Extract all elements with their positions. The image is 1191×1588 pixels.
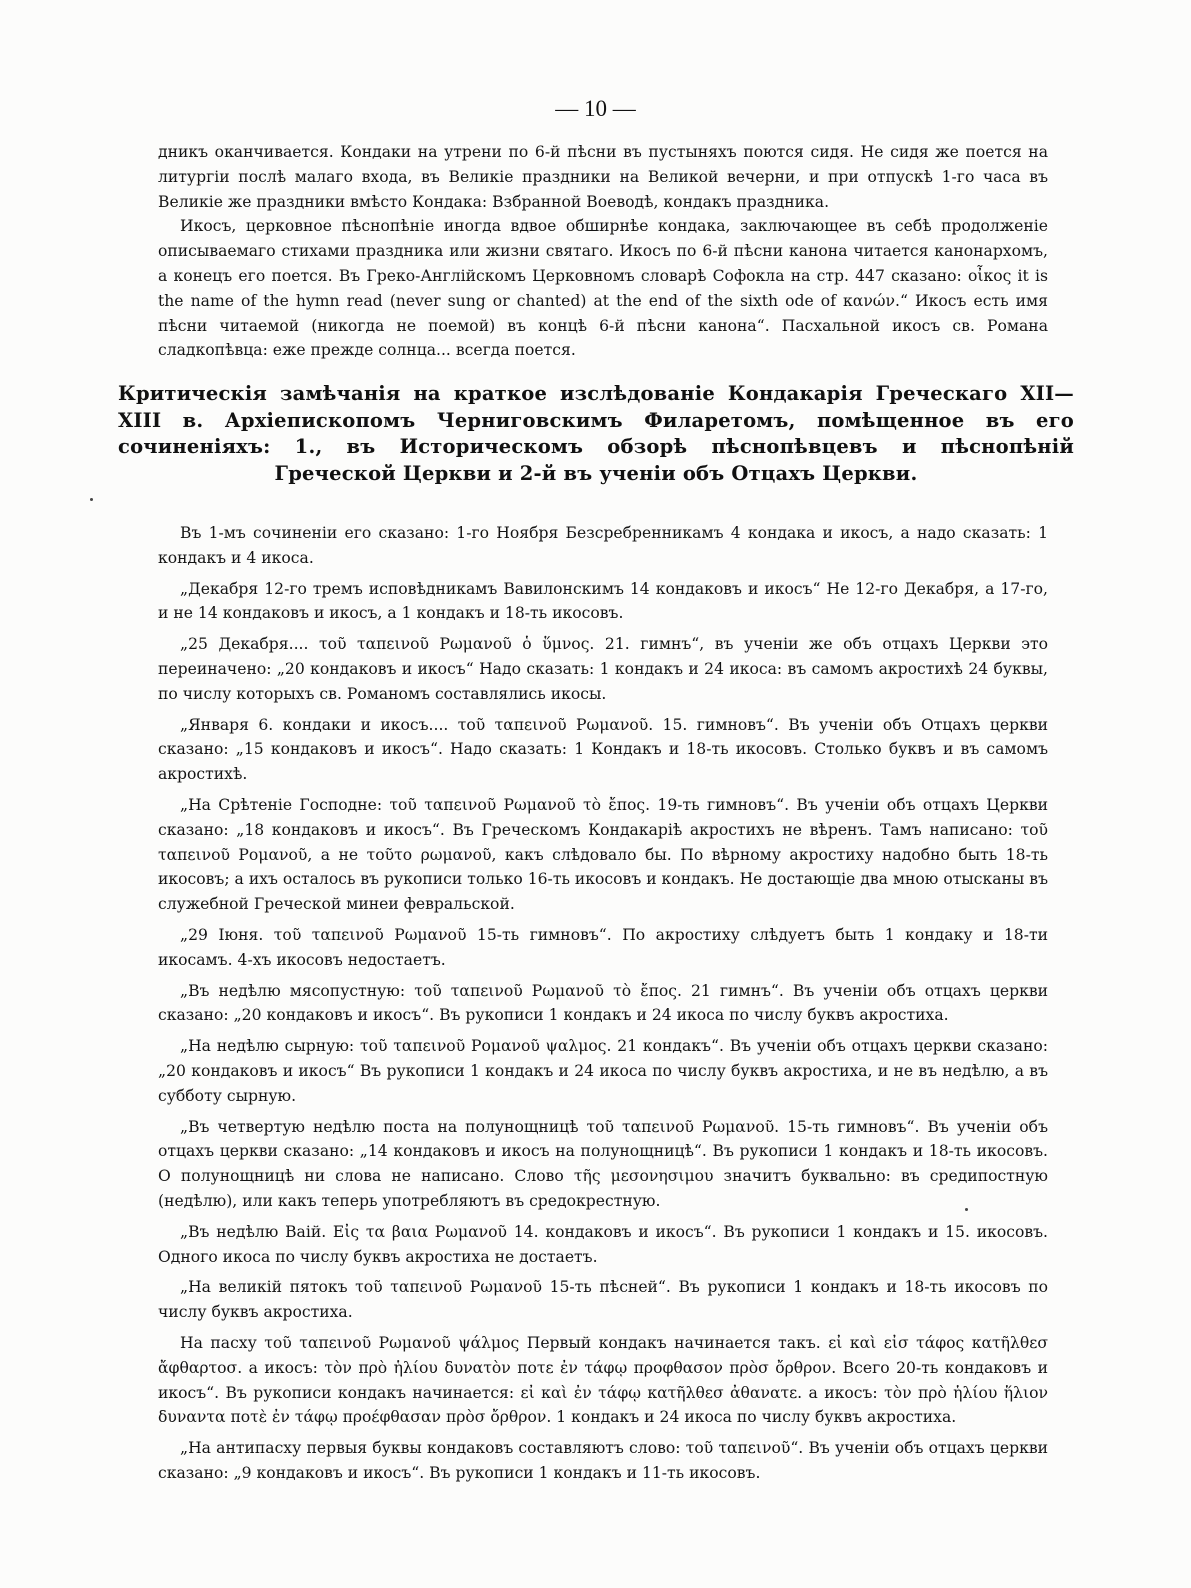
intro-paragraph: Икосъ, церковное пѣснопѣніе иногда вдвое обширнѣе кондака, заключающее въ себѣ продолженіе описываемаго стихами праздника или жизни святаго. Икосъ по 6-й пѣсни канона читается канонархомъ, а конецъ его поется. Въ Греко-Англійскомъ Церковномъ словарѣ Софокла на стр. 447 сказано: οἶκος it is the name of the hymn read (never sung or chanted) at the end of the sixth ode of κανών.“ Икосъ есть имя пѣсни читаемой (никогда не поемой) въ концѣ 6-й пѣсни канона“. Пасхальной икосъ св. Романа сладкопѣвца: еже прежде солнца... всегда поется. [158, 217, 1048, 360]
body-paragraph: „29 Іюня. τοῦ ταπεινοῦ Ρωμανοῦ 15-ть гимновъ“. По акростиху слѣдуетъ быть 1 кондаку и 18-ти икосамъ. 4-хъ икосовъ недостаетъ. [158, 925, 1048, 969]
intro-paragraph: дникъ оканчивается. Кондаки на утрени по 6-й пѣсни въ пустыняхъ поются сидя. Не сидя же поется на литургіи послѣ малаго входа, въ Великіе праздники на Великой вечерни, и при отпускѣ 1-го часа въ Великіе же праздники вмѣсто Кондака: Взбранной Воеводѣ, кондакъ праздника. [158, 143, 1048, 211]
body-paragraph: „Января 6. кондаки и икосъ.... τοῦ ταπεινοῦ Ρωμανοῦ. 15. гимновъ“. Въ ученіи объ Отцахъ церкви сказано: „15 кондаковъ и икосъ“. Надо сказать: 1 Кондакъ и 18-ть икосовъ. Столько буквъ и въ самомъ акростихѣ. [158, 715, 1048, 784]
body-paragraph: „Въ недѣлю Ваій. Εἰς τα βαια Ρωμανοῦ 14. кондаковъ и икосъ“. Въ рукописи 1 кондакъ и 15. икосовъ. Одного икоса по числу буквъ акростиха не достаетъ. [158, 1222, 1048, 1266]
scan-speck [965, 1208, 968, 1211]
body-paragraph: „На Срѣтеніе Господне: τοῦ ταπεινοῦ Ρωμανοῦ τὸ ἔπος. 19-ть гимновъ“. Въ ученіи объ отцахъ Церкви сказано: „18 кондаковъ и икосъ“. Въ Греческомъ Кондакаріѣ акростихъ не вѣренъ. Тамъ написано: τοῦ ταπεινοῦ Ρομανοῦ, а не τοῦτο ρωμανοῦ, какъ слѣдовало бы. По вѣрному акростиху надобно быть 18-ть икосовъ; а ихъ осталось въ рукописи только 16-ть икосовъ и кондакъ. Не достающіе два мною отысканы въ служебной Греческой минеи февральской. [158, 795, 1048, 914]
body-paragraph: „Декабря 12-го тремъ исповѣдникамъ Вавилонскимъ 14 кондаковъ и икосъ“ Не 12-го Декабря, а 17-го, и не 14 кондаковъ и икосъ, а 1 кондакъ и 18-ть икосовъ. [158, 579, 1048, 623]
body-paragraph: „Въ четвертую недѣлю поста на полунощницѣ τοῦ ταπεινοῦ Ρωμανοῦ. 15-ть гимновъ“. Въ ученіи объ отцахъ церкви сказано: „14 кондаковъ и икосъ на полунощницѣ“. Въ рукописи 1 кондакъ и 18-ть икосовъ. О полунощницѣ ни слова не написано. Слово τῆς μεσονησιμου значитъ буквально: въ средипостную (недѣлю), или какъ теперь употребляютъ въ средокрестную. [158, 1117, 1048, 1210]
body-paragraph: „25 Декабря.... τοῦ ταπεινοῦ Ρωμανοῦ ὁ ὕμνος. 21. гимнъ“, въ ученіи же объ отцахъ Церкви это переиначено: „20 кондаковъ и икосъ“ Надо сказать: 1 кондакъ и 24 икоса: въ самомъ акростихѣ 24 буквы, по числу которыхъ св. Романомъ составлялись икосы. [158, 635, 1048, 703]
scan-speck [90, 498, 93, 501]
body-paragraph: „Въ недѣлю мясопустную: τοῦ ταπεινοῦ Ρωμανοῦ τὸ ἔπος. 21 гимнъ“. Въ ученіи объ отцахъ церкви сказано: „20 кондаковъ и икосъ“. Въ рукописи 1 кондакъ и 24 икоса по числу буквъ акростиха. [158, 981, 1048, 1025]
body-paragraph: Въ 1-мъ сочиненіи его сказано: 1-го Ноября Безсребренникамъ 4 кондака и икосъ, а надо сказать: 1 кондакъ и 4 икоса. [158, 524, 1048, 567]
intro-text [158, 140, 1048, 363]
page-number: — 10 — [555, 96, 636, 121]
body-paragraph: „На антипасху первыя буквы кондаковъ составляютъ слово: τοῦ ταπεινοῦ“. Въ ученіи объ отцахъ церкви сказано: „9 кондаковъ и икосъ“. Въ рукописи 1 кондакъ и 11-ть икосовъ. [158, 1439, 1048, 1482]
body-paragraph: „На великій пятокъ τοῦ ταπεινοῦ Ρωμανοῦ 15-ть пѣсней“. Въ рукописи 1 кондакъ и 18-ть икосовъ по числу буквъ акростиха. [158, 1278, 1048, 1322]
body-text [158, 521, 1048, 1492]
body-paragraph: На пасху τοῦ ταπεινοῦ Ρωμανοῦ ψάλμος Первый кондакъ начинается такъ. εἰ καὶ εἰσ τάφος κατῆλθεσ ἄφθαρτοσ. а икосъ: τὸν πρὸ ἡλίου δυνατὸν ποτε ἐν τάφῳ προφθασον πρὸσ ὄρθρον. Всего 20-ть кондаковъ и икосъ“. Въ рукописи кондакъ начинается: εἰ καὶ ἐν τάφῳ κατῆλθεσ ἀθανατε. а икосъ: τὸν πρὸ ἡλίου ἥλιον δυναντα ποτὲ ἐν τάφῳ προέφθασαν πρὸσ ὄρθρον. 1 кондакъ и 24 икоса по числу буквъ акростиха. [158, 1333, 1048, 1427]
section-heading: Критическія замѣчанія на краткое изслѣдованіе Кондакарія Греческаго XII—XIII в. Архіепископомъ Черниговскимъ Филаретомъ, помѣщенное въ его сочиненіяхъ: 1., въ Историческомъ обзорѣ пѣснопѣвцевъ и пѣснопѣній Греческой Церкви и 2-й въ ученіи объ Отцахъ Церкви. [118, 382, 1074, 485]
body-paragraph: „На недѣлю сырную: τοῦ ταπεινοῦ Ρομανοῦ ψαλμος. 21 кондакъ“. Въ ученіи объ отцахъ церкви сказано: „20 кондаковъ и икосъ“ Въ рукописи 1 кондакъ и 24 икоса по числу буквъ акростиха, и не въ недѣлю, а въ субботу сырную. [158, 1037, 1048, 1105]
